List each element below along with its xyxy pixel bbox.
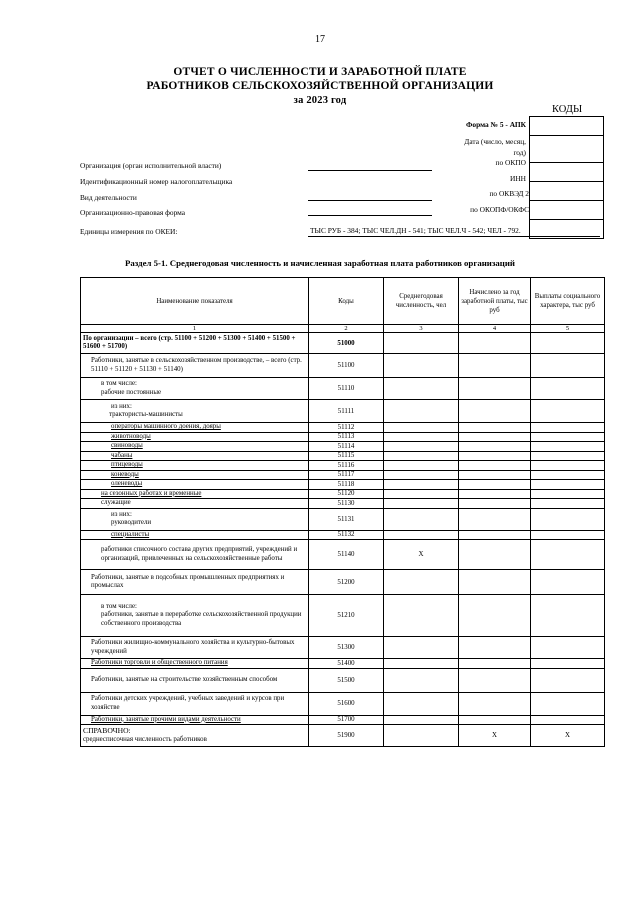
row-code: 51113 — [309, 432, 384, 442]
row-code: 51600 — [309, 692, 384, 715]
row-code: 51700 — [309, 715, 384, 725]
avg-headcount-cell[interactable] — [384, 423, 459, 433]
table-row — [81, 480, 605, 490]
row-code: 51200 — [309, 570, 384, 595]
row-name: среднесписочная численность работников — [83, 735, 207, 743]
accrued-salary-cell[interactable] — [459, 461, 531, 471]
row-name: Работники, занятые на строительстве хозяйственным способом — [81, 668, 309, 692]
avg-headcount-cell[interactable] — [384, 508, 459, 530]
avg-headcount-cell[interactable] — [384, 480, 459, 490]
row-name: трактористы-машинисты — [109, 411, 183, 418]
row-code: 51115 — [309, 451, 384, 461]
row-name: работники, занятые в переработке сельскохозяйственной продукции собственного производства — [101, 611, 302, 627]
accrued-salary-cell[interactable] — [459, 451, 531, 461]
row-name: Работники, занятые в сельскохозяйственном производстве, – всего (стр. 51110 + 51120 + 51130 + 51140) — [81, 354, 309, 378]
inn-field-label: Идентификационный номер налогоплательщика — [80, 177, 233, 186]
report-title-line-2: РАБОТНИКОВ СЕЛЬСКОХОЗЯЙСТВЕННОЙ ОРГАНИЗАЦИИ — [146, 80, 494, 92]
social-payments-cell[interactable] — [531, 489, 605, 499]
avg-headcount-cell[interactable]: X — [384, 540, 459, 570]
table-row — [81, 540, 605, 570]
row-subheading: СПРАВОЧНО: — [83, 726, 131, 735]
social-payments-cell[interactable] — [531, 480, 605, 490]
row-name: служащие — [81, 499, 309, 509]
staff-salary-table — [80, 277, 605, 747]
avg-headcount-cell[interactable] — [384, 432, 459, 442]
row-subheading: из них: — [111, 402, 132, 410]
avg-headcount-cell[interactable] — [384, 378, 459, 400]
header-accrued-salary: Начислено за год заработной платы, тыс руб — [459, 278, 531, 325]
avg-headcount-cell[interactable] — [384, 668, 459, 692]
legal-form-label: Организационно-правовая форма — [80, 208, 186, 217]
avg-headcount-cell[interactable] — [384, 451, 459, 461]
social-payments-cell[interactable]: X — [531, 725, 605, 747]
table-row — [81, 432, 605, 442]
table-row — [81, 570, 605, 595]
social-payments-cell[interactable] — [531, 432, 605, 442]
table-row — [81, 508, 605, 530]
table-row — [81, 725, 605, 747]
header-name: Наименование показателя — [81, 278, 309, 325]
accrued-salary-cell[interactable] — [459, 333, 531, 354]
row-name: руководители — [111, 519, 152, 526]
col-number: 5 — [531, 325, 605, 333]
accrued-salary-cell[interactable] — [459, 570, 531, 595]
codes-box — [529, 116, 604, 239]
table-row — [81, 470, 605, 480]
accrued-salary-cell[interactable] — [459, 595, 531, 637]
table-row — [81, 668, 605, 692]
social-payments-cell[interactable] — [531, 461, 605, 471]
social-payments-cell[interactable] — [531, 692, 605, 715]
avg-headcount-cell[interactable] — [384, 333, 459, 354]
avg-headcount-cell[interactable] — [384, 461, 459, 471]
avg-headcount-cell[interactable] — [384, 470, 459, 480]
avg-headcount-cell[interactable] — [384, 570, 459, 595]
code-cell-inn[interactable] — [530, 182, 603, 201]
table-row — [81, 423, 605, 433]
table-row — [81, 451, 605, 461]
table-row — [81, 530, 605, 540]
row-name: По организации – всего (стр. 51100 + 51200 + 51300 + 51400 + 51500 + 51600 + 51700) — [81, 333, 309, 354]
table-row — [81, 499, 605, 509]
social-payments-cell[interactable] — [531, 508, 605, 530]
row-name: Работники детских учреждений, учебных заведений и курсов при хозяйстве — [81, 692, 309, 715]
accrued-salary-cell[interactable] — [459, 668, 531, 692]
row-code: 51900 — [309, 725, 384, 747]
date-label: Дата (число, месяц, год) — [464, 137, 526, 157]
row-name: Работники, занятые прочими видами деятельности — [81, 715, 309, 725]
activity-label: Вид деятельности — [80, 193, 137, 202]
avg-headcount-cell[interactable] — [384, 725, 459, 747]
row-code: 51000 — [309, 333, 384, 354]
page-number: 17 — [315, 34, 325, 45]
accrued-salary-cell[interactable] — [459, 354, 531, 378]
report-period: за 2023 год — [293, 95, 347, 106]
row-name: на сезонных работах и временные — [81, 489, 309, 499]
social-payments-cell[interactable] — [531, 595, 605, 637]
code-cell-form[interactable] — [530, 117, 603, 136]
report-title-line-1: ОТЧЕТ О ЧИСЛЕННОСТИ И ЗАРАБОТНОЙ ПЛАТЕ — [173, 66, 467, 78]
row-name: коневоды — [81, 470, 309, 480]
okei-value: ТЫС РУБ - 384; ТЫС ЧЕЛ.ДН - 541; ТЫС ЧЕЛ.Ч - 542; ЧЕЛ - 792. — [310, 226, 521, 235]
row-subheading: в том числе: — [101, 602, 137, 610]
row-code: 51210 — [309, 595, 384, 637]
table-row — [81, 637, 605, 659]
code-cell-date[interactable] — [530, 136, 603, 163]
social-payments-cell[interactable] — [531, 530, 605, 540]
code-cell-okpo[interactable] — [530, 163, 603, 182]
row-name: птицеводы — [81, 461, 309, 471]
avg-headcount-cell[interactable] — [384, 659, 459, 669]
accrued-salary-cell[interactable] — [459, 400, 531, 423]
social-payments-cell[interactable] — [531, 423, 605, 433]
form-label: Форма № 5 - АПК — [466, 120, 526, 129]
table-row — [81, 595, 605, 637]
avg-headcount-cell[interactable] — [384, 499, 459, 509]
avg-headcount-cell[interactable] — [384, 692, 459, 715]
social-payments-cell[interactable] — [531, 637, 605, 659]
social-payments-cell[interactable] — [531, 659, 605, 669]
inn-label: ИНН — [509, 174, 526, 183]
accrued-salary-cell[interactable] — [459, 540, 531, 570]
avg-headcount-cell[interactable] — [384, 530, 459, 540]
row-name: специалисты — [81, 530, 309, 540]
row-subheading: из них: — [111, 510, 132, 518]
codes-header: КОДЫ — [552, 104, 583, 115]
accrued-salary-cell[interactable] — [459, 470, 531, 480]
row-code: 51116 — [309, 461, 384, 471]
social-payments-cell[interactable] — [531, 354, 605, 378]
accrued-salary-cell[interactable] — [459, 715, 531, 725]
row-name: чабаны — [81, 451, 309, 461]
avg-headcount-cell[interactable] — [384, 637, 459, 659]
row-code: 51118 — [309, 480, 384, 490]
accrued-salary-cell[interactable] — [459, 659, 531, 669]
col-number: 1 — [81, 325, 309, 333]
table-row — [81, 378, 605, 400]
row-code: 51140 — [309, 540, 384, 570]
row-name: рабочие постоянные — [101, 388, 162, 396]
row-subheading: в том числе: — [101, 380, 137, 387]
okved-label: по ОКВЭД 2 — [489, 189, 529, 198]
row-code: 51112 — [309, 423, 384, 433]
accrued-salary-cell[interactable] — [459, 423, 531, 433]
accrued-salary-cell[interactable] — [459, 442, 531, 452]
row-code: 51110 — [309, 378, 384, 400]
social-payments-cell[interactable] — [531, 715, 605, 725]
row-code: 51130 — [309, 499, 384, 509]
social-payments-cell[interactable] — [531, 400, 605, 423]
row-code: 51100 — [309, 354, 384, 378]
table-row — [81, 489, 605, 499]
header-social-payments: Выплаты социального характера, тыс руб — [531, 278, 605, 325]
row-code: 51111 — [309, 400, 384, 423]
row-code: 51117 — [309, 470, 384, 480]
accrued-salary-cell[interactable] — [459, 378, 531, 400]
accrued-salary-cell[interactable] — [459, 432, 531, 442]
avg-headcount-cell[interactable] — [384, 595, 459, 637]
table-row — [81, 400, 605, 423]
social-payments-cell[interactable] — [531, 668, 605, 692]
accrued-salary-cell[interactable] — [459, 499, 531, 509]
table-row — [81, 461, 605, 471]
row-code: 51114 — [309, 442, 384, 452]
social-payments-cell[interactable] — [531, 442, 605, 452]
row-name: Работники торговли и общественного питания — [81, 659, 309, 669]
col-number: 2 — [309, 325, 384, 333]
social-payments-cell[interactable] — [531, 470, 605, 480]
row-name: свиноводы — [81, 442, 309, 452]
accrued-salary-cell[interactable] — [459, 637, 531, 659]
table-row — [81, 442, 605, 452]
col-number: 3 — [384, 325, 459, 333]
okei-label: Единицы измерения по ОКЕИ: — [80, 227, 178, 236]
avg-headcount-cell[interactable] — [384, 442, 459, 452]
row-name: Работники, занятые в подсобных промышленных предприятиях и промыслах — [81, 570, 309, 595]
row-name: животноводы — [81, 432, 309, 442]
avg-headcount-cell[interactable] — [384, 715, 459, 725]
accrued-salary-cell[interactable] — [459, 692, 531, 715]
table-row — [81, 692, 605, 715]
row-code: 51400 — [309, 659, 384, 669]
row-code: 51131 — [309, 508, 384, 530]
org-label: Организация (орган исполнительной власти) — [80, 161, 222, 170]
table-row — [81, 715, 605, 725]
row-name: Работники жилищно-коммунального хозяйства и культурно-бытовых учреждений — [81, 637, 309, 659]
row-code: 51120 — [309, 489, 384, 499]
row-name: оленеводы — [81, 480, 309, 490]
row-code: 51300 — [309, 637, 384, 659]
accrued-salary-cell[interactable]: X — [459, 725, 531, 747]
table-row — [81, 333, 605, 354]
okopf-label: по ОКОПФ/ОКФС — [470, 205, 529, 214]
row-code: 51132 — [309, 530, 384, 540]
table-row — [81, 354, 605, 378]
social-payments-cell[interactable] — [531, 333, 605, 354]
social-payments-cell[interactable] — [531, 378, 605, 400]
accrued-salary-cell[interactable] — [459, 508, 531, 530]
row-code: 51500 — [309, 668, 384, 692]
avg-headcount-cell[interactable] — [384, 489, 459, 499]
accrued-salary-cell[interactable] — [459, 489, 531, 499]
accrued-salary-cell[interactable] — [459, 480, 531, 490]
avg-headcount-cell[interactable] — [384, 400, 459, 423]
header-avg-headcount: Среднегодовая численность, чел — [384, 278, 459, 325]
row-name: работники списочного состава других предприятий, учреждений и организаций, привлеченных на сельскохозяйственные работы — [81, 540, 309, 570]
row-name: операторы машинного доения, дояры — [81, 423, 309, 433]
col-number: 4 — [459, 325, 531, 333]
social-payments-cell[interactable] — [531, 570, 605, 595]
code-cell-okved[interactable] — [530, 201, 603, 220]
social-payments-cell[interactable] — [531, 499, 605, 509]
okpo-label: по ОКПО — [495, 158, 526, 167]
avg-headcount-cell[interactable] — [384, 354, 459, 378]
header-code: Коды — [309, 278, 384, 325]
accrued-salary-cell[interactable] — [459, 530, 531, 540]
social-payments-cell[interactable] — [531, 451, 605, 461]
table-row — [81, 659, 605, 669]
section-title: Раздел 5-1. Среднегодовая численность и начисленная заработная плата работников организаций — [124, 258, 515, 268]
social-payments-cell[interactable] — [531, 540, 605, 570]
